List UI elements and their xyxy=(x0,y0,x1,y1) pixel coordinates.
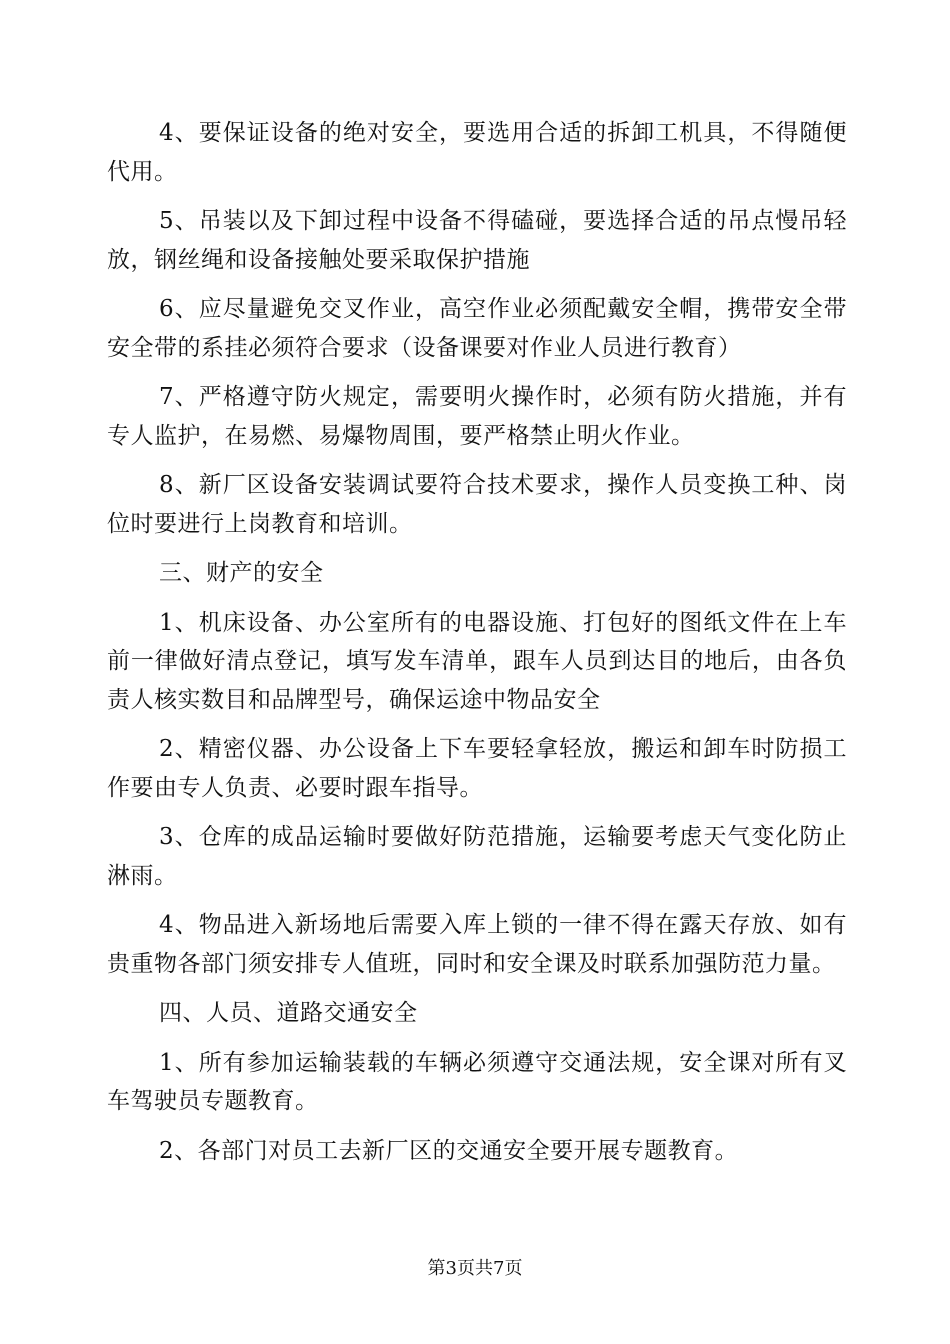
document-body xyxy=(107,114,847,1181)
section-heading-property-safety: 三、财产的安全 xyxy=(159,560,324,586)
paragraph-equipment-safety-6: 6、应尽量避免交叉作业，高空作业必须配戴安全帽，携带安全带安全带的系挂必须符合要求（设备课要对作业人员进行教育） xyxy=(107,296,847,361)
paragraph-property-safety-1: 1、机床设备、办公室所有的电器设施、打包好的图纸文件在上车前一律做好清点登记，填写发车清单，跟车人员到达目的地后，由各负责人核实数目和品牌型号，确保运途中物品安全 xyxy=(107,609,847,713)
paragraph-traffic-safety-1: 1、所有参加运输装载的车辆必须遵守交通法规，安全课对所有叉车驾驶员专题教育。 xyxy=(107,1049,847,1114)
paragraph-property-safety-3: 3、仓库的成品运输时要做好防范措施，运输要考虑天气变化防止淋雨。 xyxy=(107,824,847,889)
paragraph-equipment-safety-7: 7、严格遵守防火规定，需要明火操作时，必须有防火措施，并有专人监护，在易燃、易爆物周围，要严格禁止明火作业。 xyxy=(107,384,847,449)
paragraph-traffic-safety-2: 2、各部门对员工去新厂区的交通安全要开展专题教育。 xyxy=(159,1137,739,1164)
paragraph-equipment-safety-4: 4、要保证设备的绝对安全，要选用合适的拆卸工机具，不得随便代用。 xyxy=(107,120,847,185)
paragraph-equipment-safety-5: 5、吊装以及下卸过程中设备不得磕碰，要选择合适的吊点慢吊轻放，钢丝绳和设备接触处要采取保护措施 xyxy=(107,208,847,273)
paragraph-equipment-safety-8: 8、新厂区设备安装调试要符合技术要求，操作人员变换工种、岗位时要进行上岗教育和培训。 xyxy=(107,472,847,537)
section-heading-traffic-safety: 四、人员、道路交通安全 xyxy=(159,1000,418,1026)
paragraph-property-safety-4: 4、物品进入新场地后需要入库上锁的一律不得在露天存放、如有贵重物各部门须安排专人值班，同时和安全课及时联系加强防范力量。 xyxy=(107,912,847,977)
page-number-footer: 第3页共7页 xyxy=(427,1258,523,1279)
paragraph-property-safety-2: 2、精密仪器、办公设备上下车要轻拿轻放，搬运和卸车时防损工作要由专人负责、必要时跟车指导。 xyxy=(107,736,847,801)
